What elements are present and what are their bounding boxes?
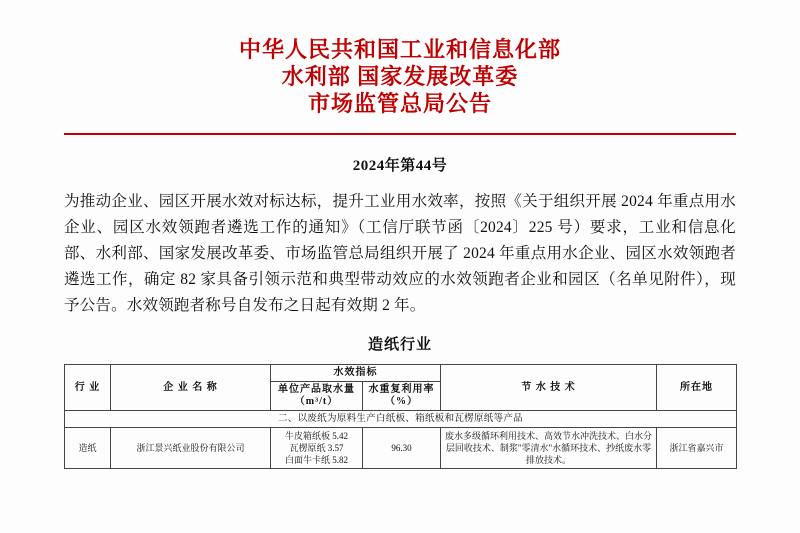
col-header-water-per-unit (271, 382, 363, 411)
page-title (64, 0, 736, 117)
document-body: 为推动企业、园区开展水效对标达标，提升工业用水效率，按照《关于组织开展 2024 年重点用水企业、园区水效领跑者遴选工作的通知》（工信厅联节函〔2024〕225 号）要求，工业和信息化部、水利部、国家发展改革委、市场监管总局组织开展了 2024 年重点用水企业、园区水效领跑者遴选工作，确定 82 家具备引领示范和典型带动效应的水效领跑者企业和园区（名单见附件），现予公告。水效领跑者称号自发布之日起有效期 2 年。 (64, 193, 736, 314)
cell-company: 浙江景兴纸业股份有限公司 (111, 428, 271, 469)
title-line-1: 中华人民共和国工业和信息化部 (238, 37, 561, 62)
table-group-row (65, 411, 737, 428)
water-per-unit-line-1: 单位产品取水量 (278, 384, 355, 395)
title-line-2: 水利部 国家发展改革委 (281, 64, 519, 89)
water-per-unit-line-2: （m³/t） (294, 396, 339, 407)
col-header-tech: 节 水 技 术 (441, 365, 657, 411)
col-header-reuse-rate (363, 382, 441, 411)
water-value-3: 白面牛卡纸 5.82 (284, 455, 348, 465)
water-value-2: 瓦楞原纸 3.57 (289, 443, 344, 453)
section-title: 造纸行业 (367, 337, 432, 353)
title-line-3: 市场监管总局公告 (307, 91, 492, 116)
document-number: 2024年第44号 (352, 158, 448, 174)
reuse-rate-line-1: 水重复利用率 (368, 384, 435, 395)
cell-reuse-rate: 96.30 (363, 428, 441, 469)
col-header-company: 企 业 名 称 (111, 365, 271, 411)
table-body (65, 411, 737, 469)
cell-region: 浙江省嘉兴市 (657, 428, 737, 469)
col-header-region: 所在地 (657, 365, 737, 411)
col-header-industry: 行 业 (65, 365, 111, 411)
title-divider (64, 133, 736, 135)
table-header (65, 365, 737, 411)
col-header-metrics-group: 水效指标 (271, 365, 441, 382)
water-efficiency-table (64, 364, 737, 469)
table-row (65, 428, 737, 469)
cell-tech: 废水多级循环利用技术、高效节水冲洗技术、白水分层回收技术、制浆"零清水"水循环技术、抄纸废水零排放技术。 (441, 428, 657, 469)
water-value-1: 牛皮箱纸板 5.42 (284, 431, 348, 441)
cell-water-per-unit (271, 428, 363, 469)
cell-industry: 造纸 (65, 428, 111, 469)
table-header-row-1 (65, 365, 737, 382)
group-row-label: 二、以废纸为原料生产白纸板、箱纸板和瓦楞原纸等产品 (65, 411, 737, 428)
reuse-rate-line-2: （%） (385, 396, 418, 407)
